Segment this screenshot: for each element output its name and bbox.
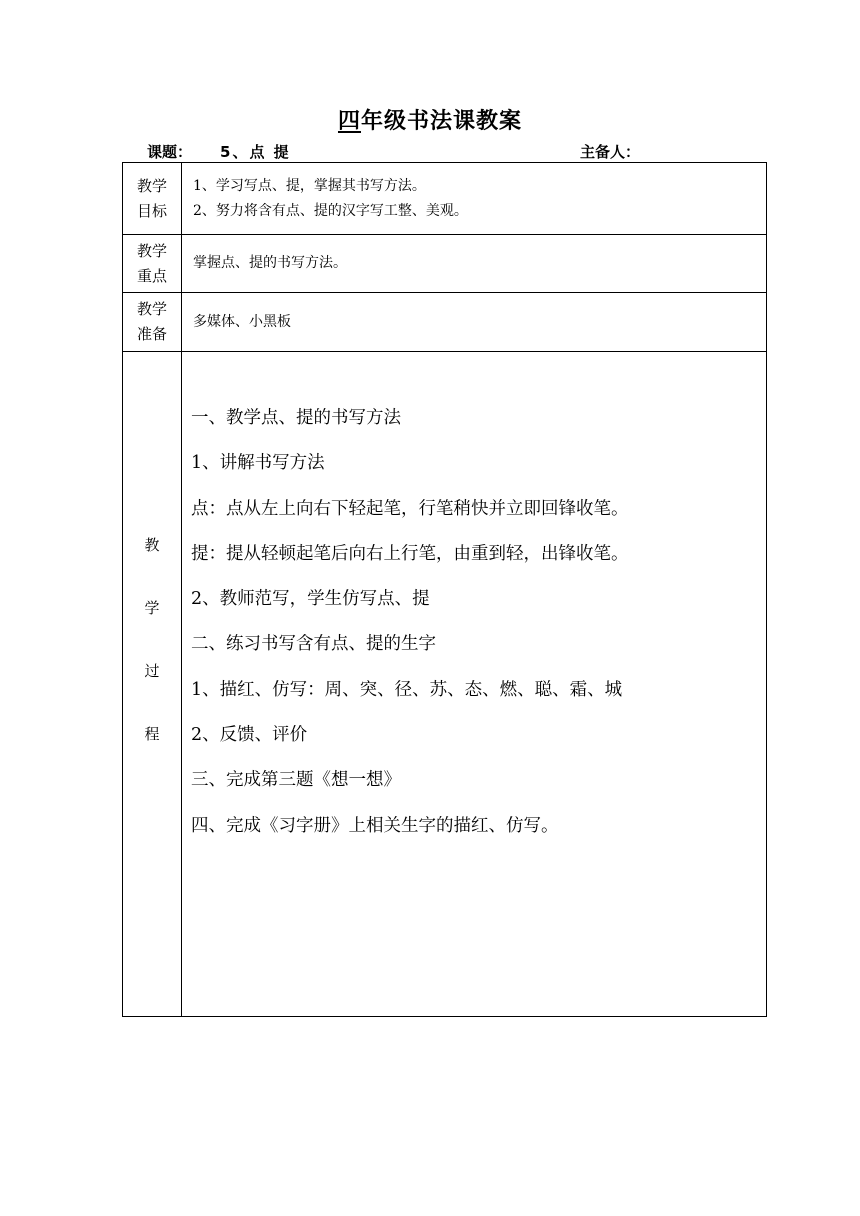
key-points-text: 掌握点、提的书写方法。 bbox=[193, 255, 347, 271]
objectives-label bbox=[123, 163, 182, 234]
process-line: 四、完成《习字册》上相关生字的描红、仿写。 bbox=[191, 815, 559, 836]
process-line: 二、练习书写含有点、提的生字 bbox=[191, 634, 436, 655]
preparation-text: 多媒体、小黑板 bbox=[193, 313, 291, 330]
preparation-label bbox=[123, 293, 182, 351]
process-line: 1、描红、仿写：周、突、径、苏、态、燃、聪、霜、城 bbox=[191, 679, 623, 700]
topic-value: 5、点 提 bbox=[220, 143, 291, 161]
objective-item: 2、努力将含有点、提的汉字写工整、美观。 bbox=[193, 202, 468, 219]
objectives-row bbox=[123, 163, 766, 235]
topic-line bbox=[147, 141, 291, 162]
process-content bbox=[182, 396, 766, 849]
page-title bbox=[0, 104, 860, 135]
process-label bbox=[123, 352, 182, 1016]
objectives-label-line1: 教学 bbox=[136, 176, 167, 195]
key-points-label-line2: 重点 bbox=[136, 266, 167, 285]
process-label-char: 学 bbox=[144, 599, 160, 617]
topic-label: 课题： bbox=[147, 143, 193, 161]
author-label: 主备人： bbox=[580, 143, 641, 161]
process-line: 点：点从左上向右下轻起笔，行笔稍快并立即回锋收笔。 bbox=[191, 498, 629, 519]
process-line: 2、反馈、评价 bbox=[191, 725, 308, 746]
author-line bbox=[580, 141, 640, 162]
lesson-plan-table bbox=[122, 162, 767, 1017]
key-points-label-line1: 教学 bbox=[136, 241, 167, 260]
preparation-row bbox=[123, 293, 766, 352]
process-label-char: 教 bbox=[144, 536, 160, 554]
process-label-char: 过 bbox=[144, 662, 160, 680]
key-points-content bbox=[182, 235, 766, 292]
process-line: 提：提从轻顿起笔后向右上行笔，由重到轻，出锋收笔。 bbox=[191, 543, 629, 564]
title-text: 年级书法课教案 bbox=[361, 109, 523, 134]
preparation-content bbox=[182, 293, 766, 351]
objective-item: 1、学习写点、提，掌握其书写方法。 bbox=[193, 177, 426, 194]
preparation-label-line2: 准备 bbox=[136, 325, 167, 343]
grade-number: 四 bbox=[337, 109, 361, 134]
preparation-label-line1: 教学 bbox=[136, 300, 167, 318]
objectives-content bbox=[182, 163, 766, 234]
process-line: 1、讲解书写方法 bbox=[191, 453, 325, 474]
process-row bbox=[123, 352, 766, 1016]
key-points-label bbox=[123, 235, 182, 292]
process-label-char: 程 bbox=[144, 725, 160, 743]
process-line: 三、完成第三题《想一想》 bbox=[191, 770, 401, 791]
process-line: 一、教学点、提的书写方法 bbox=[191, 408, 401, 428]
objectives-label-line2: 目标 bbox=[136, 201, 167, 220]
process-line: 2、教师范写，学生仿写点、提 bbox=[191, 589, 430, 610]
key-points-row bbox=[123, 235, 766, 293]
